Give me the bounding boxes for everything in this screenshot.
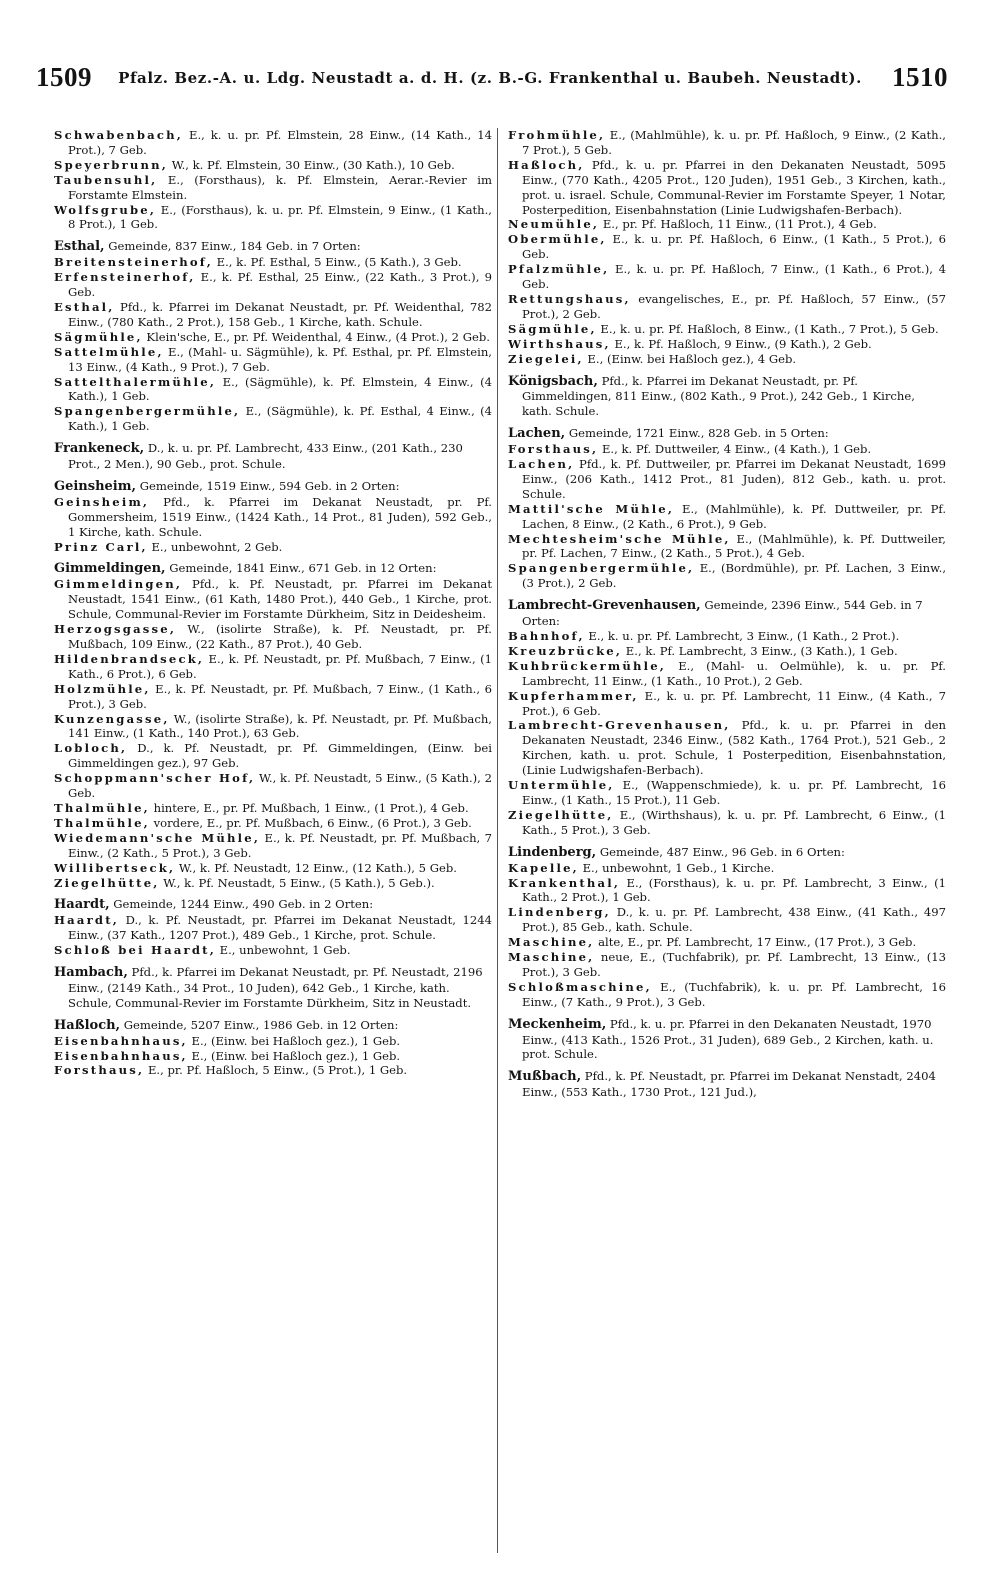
place-name: Kunzengasse, (54, 711, 170, 726)
group-name: Esthal, (54, 239, 105, 255)
group-name: Lambrecht-Grevenhausen, (508, 598, 701, 614)
entry-details: E., (Wappenschmiede), k. u. pr. Pf. Lambrecht, 16 Einw., (1 Kath., 15 Prot.), 11 Geb. (522, 778, 946, 807)
entry-details: Pfd., k. Pfarrei im Dekanat Neustadt, pr. Pf. Gommersheim, 1519 Einw., (1424 Kath., 14 Prot., 81 Juden), 592 Geb., 1 Kirche, kath. Schule. (68, 494, 492, 539)
gazetteer-group-heading (508, 1017, 946, 1063)
gazetteer-entry (508, 861, 946, 876)
gazetteer-entry (508, 158, 946, 218)
entry-details: D., k. Pf. Neustadt, pr. Pfarrei im Dekanat Neustadt, 1244 Einw., (37 Kath., 1207 Prot.), 489 Geb., 1 Kirche, prot. Schule. (68, 913, 492, 943)
place-name: Maschine, (508, 950, 595, 965)
gazetteer-entry (54, 173, 492, 203)
entry-details: E., (Mahlmühle), k. u. pr. Pf. Haßloch, 9 Einw., (2 Kath., 7 Prot.), 5 Geb. (522, 128, 946, 157)
gazetteer-entry (508, 935, 946, 950)
entry-details: D., k. u. pr. Pf. Lambrecht, 438 Einw., (41 Kath., 497 Prot.), 85 Geb., kath. Schule. (522, 905, 946, 935)
place-name: Willibertseck, (54, 860, 176, 875)
entry-details: E., (Sägmühle), k. Pf. Elmstein, 4 Einw., (4 Kath.), 1 Geb. (68, 374, 492, 404)
place-name: Esthal, (54, 299, 115, 314)
group-name: Lindenberg, (508, 844, 597, 860)
place-name: Geinsheim, (54, 494, 150, 509)
entry-details: neue, E., (Tuchfabrik), pr. Pf. Lambrecht, 13 Einw., (13 Prot.), 3 Geb. (522, 950, 946, 979)
group-name: Haardt, (54, 897, 110, 913)
gazetteer-group-heading (508, 845, 946, 861)
gazetteer-entry (54, 128, 492, 158)
gazetteer-entry (508, 128, 946, 158)
entry-details: W., k. Pf. Neustadt, 5 Einw., (5 Kath.), 5 Geb.). (159, 875, 435, 890)
place-name: Ziegelhütte, (508, 807, 614, 822)
place-name: Kapelle, (508, 860, 579, 875)
place-name: Neumühle, (508, 217, 600, 232)
entry-details: E., (Forsthaus), k. u. pr. Pf. Elmstein, 9 Einw., (1 Kath., 8 Prot.), 1 Geb. (68, 202, 492, 232)
place-name: Maschine, (508, 935, 595, 950)
place-name: Kuhbrückermühle, (508, 658, 667, 673)
entry-details: D., k. u. pr. Pf. Lambrecht, 433 Einw., (201 Kath., 230 Prot., 2 Men.), 90 Geb., prot. Schule. (68, 441, 463, 472)
entry-details: E., (Tuchfabrik), k. u. pr. Pf. Lambrecht, 16 Einw., (7 Kath., 9 Prot.), 3 Geb. (522, 979, 946, 1009)
gazetteer-entry (54, 831, 492, 861)
place-name: Ziegelei, (508, 351, 584, 366)
gazetteer-entry (54, 158, 492, 173)
place-name: Mattil'sche Mühle, (508, 501, 675, 516)
place-name: Wolfsgrube, (54, 202, 157, 217)
gazetteer-group-heading (54, 897, 492, 913)
entry-details: Pfd., k. Pf. Neustadt, pr. Pfarrei im Dekanat Nenstadt, 2404 Einw., (553 Kath., 1730 Prot., 121 Jud.), (522, 1069, 936, 1100)
gazetteer-entry (508, 262, 946, 292)
gazetteer-group-heading (54, 1018, 492, 1034)
entry-details: E., pr. Pf. Haßloch, 11 Einw., (11 Prot.), 4 Geb. (599, 217, 877, 232)
place-name: Wiedemann'sche Mühle, (54, 830, 261, 845)
gazetteer-entry (54, 300, 492, 330)
left-column (54, 128, 492, 1078)
entry-details: E., k. Pf. Lambrecht, 3 Einw., (3 Kath.), 1 Geb. (622, 643, 898, 658)
place-name: Erfensteinerhof, (54, 270, 196, 285)
gazetteer-group-heading (508, 598, 946, 629)
group-name: Geinsheim, (54, 478, 137, 494)
page-header (36, 62, 948, 106)
entry-details: Gemeinde, 2396 Einw., 544 Geb. in 7 Orten: (522, 598, 923, 629)
entry-details: E., k. u. pr. Pf. Haßloch, 6 Einw., (1 Kath., 5 Prot.), 6 Geb. (522, 232, 946, 262)
gazetteer-group-heading (508, 1069, 946, 1100)
place-name: Frohmühle, (508, 128, 606, 142)
gazetteer-entry (54, 540, 492, 555)
gazetteer-entry (54, 801, 492, 816)
place-name: Sägmühle, (508, 321, 597, 336)
place-name: Forsthaus, (54, 1063, 145, 1078)
place-name: Haßloch, (508, 157, 585, 172)
entry-details: E., k. Pf. Esthal, 5 Einw., (5 Kath.), 3 Geb. (212, 255, 462, 270)
gazetteer-entry (508, 778, 946, 808)
place-name: Wirthshaus, (508, 336, 611, 351)
place-name: Prinz Carl, (54, 539, 148, 554)
place-name: Herzogsgasse, (54, 622, 177, 637)
gazetteer-entry (508, 322, 946, 337)
place-name: Schloß bei Haardt, (54, 943, 216, 958)
gazetteer-entry (54, 771, 492, 801)
place-name: Eisenbahnhaus, (54, 1048, 188, 1063)
gazetteer-entry (508, 659, 946, 689)
place-name: Hildenbrandseck, (54, 651, 205, 666)
gazetteer-entry (508, 561, 946, 591)
entry-details: E., (Forsthaus), k. u. pr. Pf. Lambrecht, 3 Einw., (1 Kath., 2 Prot.), 1 Geb. (522, 875, 946, 905)
place-name: Lindenberg, (508, 905, 611, 920)
entry-details: W., k. Pf. Neustadt, 5 Einw., (5 Kath.), 2 Geb. (68, 771, 493, 801)
entry-details: Gemeinde, 487 Einw., 96 Geb. in 6 Orten: (596, 844, 845, 859)
place-name: Forsthaus, (508, 442, 599, 457)
entry-details: E., k. u. pr. Pf. Haßloch, 7 Einw., (1 Kath., 6 Prot.), 4 Geb. (522, 262, 946, 292)
gazetteer-entry (54, 1063, 492, 1078)
entry-details: evangelisches, E., pr. Pf. Haßloch, 57 Einw., (57 Prot.), 2 Geb. (522, 291, 946, 321)
entry-details: Pfd., k. Pfarrei im Dekanat Neustadt, pr. Pf. Weidenthal, 782 Einw., (780 Kath., 2 Prot.), 158 Geb., 1 Kirche, kath. Schule. (68, 299, 492, 329)
place-name: Mechtesheim'sche Mühle, (508, 531, 731, 546)
place-name: Kreuzbrücke, (508, 643, 623, 658)
entry-details: Gemeinde, 1841 Einw., 671 Geb. in 12 Orten: (165, 561, 437, 576)
gazetteer-entry (508, 905, 946, 935)
gazetteer-entry (508, 532, 946, 562)
entry-details: E., k. Pf. Neustadt, pr. Pf. Mußbach, 7 Einw., (1 Kath., 6 Prot.), 3 Geb. (68, 681, 492, 711)
place-name: Holzmühle, (54, 681, 151, 696)
entry-details: Gemeinde, 5207 Einw., 1986 Geb. in 12 Orten: (120, 1017, 399, 1032)
entry-details: Gemeinde, 1244 Einw., 490 Geb. in 2 Orten: (109, 897, 374, 912)
gazetteer-entry (54, 876, 492, 891)
gazetteer-entry (508, 644, 946, 659)
gazetteer-entry (508, 502, 946, 532)
gazetteer-group-heading (508, 374, 946, 420)
entry-details: E., k. Pf. Neustadt, pr. Pf. Mußbach, 7 Einw., (1 Kath., 6 Prot.), 6 Geb. (68, 651, 492, 681)
gazetteer-entry (508, 292, 946, 322)
page-number-left: 1509 (36, 62, 92, 92)
entry-details: E., (Wirthshaus), k. u. pr. Pf. Lambrecht, 6 Einw., (1 Kath., 5 Prot.), 3 Geb. (522, 807, 946, 837)
place-name: Haardt, (54, 913, 119, 928)
place-name: Breitensteinerhof, (54, 255, 213, 270)
gazetteer-entry (54, 861, 492, 876)
entry-details: E., (Mahlmühle), k. Pf. Duttweiler, pr. Pf. Lachen, 7 Einw., (2 Kath., 5 Prot.), 4 Geb. (522, 531, 946, 561)
entry-details: hintere, E., pr. Pf. Mußbach, 1 Einw., (1 Prot.), 4 Geb. (149, 800, 469, 815)
entry-details: D., k. Pf. Neustadt, pr. Pf. Gimmeldingen, (Einw. bei Gimmeldingen gez.), 97 Geb. (68, 741, 492, 771)
gazetteer-entry (54, 375, 492, 405)
gazetteer-entry (508, 629, 946, 644)
gazetteer-entry (54, 712, 492, 742)
gazetteer-entry (508, 808, 946, 838)
entry-details: Pfd., k. Pf. Duttweiler, pr. Pfarrei im Dekanat Neustadt, 1699 Einw., (206 Kath., 1412 Prot., 81 Juden), 812 Geb., kath. u. prot. Schule. (522, 457, 946, 501)
entry-details: alte, E., pr. Pf. Lambrecht, 17 Einw., (17 Prot.), 3 Geb. (594, 935, 917, 950)
entry-details: E., (Einw. bei Haßloch gez.), 4 Geb. (583, 351, 797, 366)
gazetteer-entry (54, 404, 492, 434)
place-name: Gimmeldingen, (54, 577, 183, 592)
entry-details: E., (Einw. bei Haßloch gez.), 1 Geb. (187, 1048, 401, 1063)
gazetteer-entry (54, 1034, 492, 1049)
gazetteer-group-heading (54, 239, 492, 255)
entry-details: E., (Bordmühle), pr. Pf. Lachen, 3 Einw., (3 Prot.), 2 Geb. (522, 561, 946, 591)
gazetteer-entry (54, 330, 492, 345)
entry-details: Pfd., k. Pfarrei im Dekanat Neustadt, pr. Pf. Neustadt, 2196 Einw., (2149 Kath., 34 Prot., 10 Juden), 642 Geb., 1 Kirche, kath. Schule, Communal-Revier im Forstamte Dürkheim, Sitz in Neustadt. (68, 965, 483, 1010)
place-name: Taubensuhl, (54, 172, 158, 187)
gazetteer-entry (508, 950, 946, 980)
group-name: Lachen, (508, 426, 566, 442)
group-name: Haßloch, (54, 1017, 121, 1033)
entry-details: E., (Sägmühle), k. Pf. Esthal, 4 Einw., (4 Kath.), 1 Geb. (68, 404, 492, 434)
gazetteer-entry (508, 689, 946, 719)
gazetteer-entry (54, 816, 492, 831)
entry-details: E., unbewohnt, 1 Geb., 1 Kirche. (578, 860, 775, 875)
gazetteer-entry (508, 876, 946, 906)
place-name: Sägmühle, (54, 329, 143, 344)
gazetteer-entry (508, 457, 946, 502)
gazetteer-group-heading (508, 426, 946, 442)
entry-details: W., (isolirte Straße), k. Pf. Neustadt, pr. Pf. Mußbach, 141 Einw., (1 Kath., 140 Prot.), 63 Geb. (68, 711, 492, 741)
place-name: Lachen, (508, 457, 575, 472)
gazetteer-group-heading (54, 561, 492, 577)
group-name: Meckenheim, (508, 1016, 607, 1032)
place-name: Schwabenbach, (54, 128, 184, 142)
entry-details: Gemeinde, 1721 Einw., 828 Geb. in 5 Orten: (565, 426, 829, 441)
entry-details: E., (Mahl- u. Oelmühle), k. u. pr. Pf. Lambrecht, 11 Einw., (1 Kath., 10 Prot.), 2 Geb. (522, 658, 946, 688)
gazetteer-entry (54, 682, 492, 712)
group-name: Königsbach, (508, 373, 598, 389)
gazetteer-entry (508, 337, 946, 352)
entry-details: E., k. u. pr. Pf. Lambrecht, 3 Einw., (1 Kath., 2 Prot.). (584, 629, 900, 643)
entry-details: Pfd., k. Pfarrei im Dekanat Neustadt, pr. Pf. Gimmeldingen, 811 Einw., (802 Kath., 9 Prot.), 242 Geb., 1 Kirche, kath. Schule. (522, 373, 915, 419)
gazetteer-group-heading (54, 441, 492, 472)
place-name: Lambrecht-Grevenhausen, (508, 718, 731, 733)
entry-details: Pfd., k. Pf. Neustadt, pr. Pfarrei im Dekanat Neustadt, 1541 Einw., (61 Kath, 1480 Prot.), 440 Geb., 1 Kirche, prot. Schule, Communal-Revier im Forstamte Dürkheim, Sitz in Deidesheim. (68, 577, 492, 622)
place-name: Schoppmann'scher Hof, (54, 771, 256, 786)
place-name: Rettungshaus, (508, 291, 631, 306)
gazetteer-entry (54, 943, 492, 958)
entry-details: E., k. u. pr. Pf. Haßloch, 8 Einw., (1 Kath., 7 Prot.), 5 Geb. (596, 321, 939, 336)
place-name: Kupferhammer, (508, 688, 639, 703)
gazetteer-entry (54, 255, 492, 270)
entry-details: E., k. u. pr. Pf. Elmstein, 28 Einw., (14 Kath., 14 Prot.), 7 Geb. (68, 128, 492, 157)
place-name: Speyerbrunn, (54, 157, 169, 172)
gazetteer-group-heading (54, 965, 492, 1011)
entry-details: E., k. Pf. Duttweiler, 4 Einw., (4 Kath.), 1 Geb. (598, 442, 872, 457)
entry-details: E., k. Pf. Haßloch, 9 Einw., (9 Kath.), 2 Geb. (610, 336, 872, 351)
running-title: Pfalz. Bez.-A. u. Ldg. Neustadt a. d. H. (z. B.-G. Frankenthal u. Baubeh. Neustadt). (118, 69, 862, 87)
column-divider (497, 128, 498, 1553)
gazetteer-entry (54, 577, 492, 622)
entry-details: E., (Mahlmühle), k. Pf. Duttweiler, pr. Pf. Lachen, 8 Einw., (2 Kath., 6 Prot.), 9 Geb. (522, 501, 946, 531)
gazetteer-entry (54, 622, 492, 652)
entry-details: E., k. u. pr. Pf. Lambrecht, 11 Einw., (4 Kath., 7 Prot.), 6 Geb. (522, 688, 946, 718)
entry-details: E., k. Pf. Neustadt, pr. Pf. Mußbach, 7 Einw., (2 Kath., 5 Prot.), 3 Geb. (68, 830, 493, 860)
gazetteer-entry (54, 270, 492, 300)
gazetteer-entry (54, 1049, 492, 1064)
entry-details: E., unbewohnt, 1 Geb. (215, 943, 351, 958)
place-name: Sattelmühle, (54, 344, 164, 359)
entry-details: W., k. Pf. Neustadt, 12 Einw., (12 Kath.), 5 Geb. (175, 860, 457, 875)
entry-details: E., pr. Pf. Haßloch, 5 Einw., (5 Prot.), 1 Geb. (144, 1063, 408, 1078)
gazetteer-entry (54, 203, 492, 233)
page-number-right: 1510 (892, 62, 948, 92)
place-name: Untermühle, (508, 778, 615, 793)
entry-details: vordere, E., pr. Pf. Mußbach, 6 Einw., (6 Prot.), 3 Geb. (149, 815, 472, 830)
place-name: Bahnhof, (508, 629, 585, 643)
group-name: Gimmeldingen, (54, 561, 166, 577)
group-name: Hambach, (54, 965, 128, 981)
place-name: Spangenbergermühle, (508, 561, 695, 576)
place-name: Thalmühle, (54, 800, 150, 815)
gazetteer-entry (508, 352, 946, 367)
place-name: Krankenthal, (508, 875, 621, 890)
group-name: Frankeneck, (54, 441, 145, 457)
place-name: Pfalzmühle, (508, 262, 610, 277)
entry-details: Klein'sche, E., pr. Pf. Weidenthal, 4 Einw., (4 Prot.), 2 Geb. (142, 329, 490, 344)
gazetteer-entry (54, 741, 492, 771)
gazetteer-entry (54, 652, 492, 682)
place-name: Lobloch, (54, 741, 128, 756)
place-name: Ziegelhütte, (54, 875, 160, 890)
right-column (508, 128, 946, 1100)
gazetteer-entry (508, 217, 946, 232)
place-name: Sattelthalermühle, (54, 374, 217, 389)
entry-details: Pfd., k. u. pr. Pfarrei in den Dekanaten Neustadt, 1970 Einw., (413 Kath., 1526 Prot., 31 Juden), 689 Geb., 2 Kirchen, kath. u. prot. Schule. (522, 1016, 934, 1062)
place-name: Obermühle, (508, 232, 607, 247)
gazetteer-entry (54, 345, 492, 375)
entry-details: E., unbewohnt, 2 Geb. (147, 539, 283, 554)
gazetteer-entry (508, 980, 946, 1010)
entry-details: E., (Einw. bei Haßloch gez.), 1 Geb. (187, 1033, 401, 1048)
entry-details: E., k. Pf. Esthal, 25 Einw., (22 Kath., 3 Prot.), 9 Geb. (68, 270, 492, 300)
entry-details: W., (isolirte Straße), k. Pf. Neustadt, pr. Pf. Mußbach, 109 Einw., (22 Kath., 87 Prot.), 40 Geb. (68, 622, 492, 651)
group-name: Mußbach, (508, 1069, 582, 1085)
entry-details: Gemeinde, 1519 Einw., 594 Geb. in 2 Orten: (136, 478, 400, 493)
place-name: Thalmühle, (54, 815, 150, 830)
gazetteer-entry (508, 442, 946, 457)
entry-details: W., k. Pf. Elmstein, 30 Einw., (30 Kath.), 10 Geb. (168, 157, 455, 172)
gazetteer-entry (54, 495, 492, 540)
gazetteer-entry (508, 232, 946, 262)
entry-details: E., (Forsthaus), k. Pf. Elmstein, Aerar.-Revier im Forstamte Elmstein. (68, 172, 492, 202)
gazetteer-entry (508, 718, 946, 778)
gazetteer-entry (54, 913, 492, 943)
entry-details: Pfd., k. u. pr. Pfarrei in den Dekanaten Neustadt, 2346 Einw., (582 Kath., 1764 Prot.), 521 Geb., 2 Kirchen, kath. u. prot. Schule, 1 Posterpedition, Eisenbahnstation, (Linie Ludwigshafen-Berbach). (522, 718, 946, 778)
entry-details: E., (Mahl- u. Sägmühle), k. Pf. Esthal, pr. Pf. Elmstein, 13 Einw., (4 Kath., 9 Prot.), 7 Geb. (68, 344, 492, 374)
place-name: Eisenbahnhaus, (54, 1033, 188, 1048)
place-name: Schloßmaschine, (508, 979, 652, 994)
entry-details: Pfd., k. u. pr. Pfarrei in den Dekanaten Neustadt, 5095 Einw., (770 Kath., 4205 Prot., 120 Juden), 1951 Geb., 3 Kirchen, kath., prot. u. israel. Schule, Communal-Revier im Forstamte Speyer, 1 Notar, Posterpedition, Eisenbahnstation (Linie Ludwigshafen-Berbach). (522, 157, 946, 217)
place-name: Spangenbergermühle, (54, 404, 241, 419)
gazetteer-group-heading (54, 479, 492, 495)
entry-details: Gemeinde, 837 Einw., 184 Geb. in 7 Orten: (104, 239, 361, 254)
